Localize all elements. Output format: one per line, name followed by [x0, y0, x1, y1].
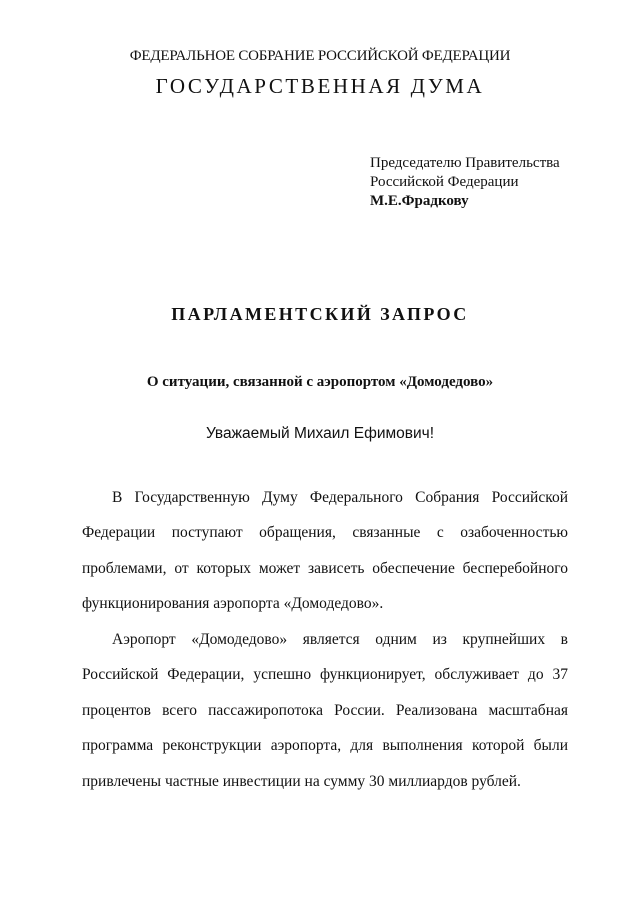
header-chamber: ГОСУДАРСТВЕННАЯ ДУМА [155, 74, 485, 98]
document-subject: О ситуации, связанной с аэропортом «Домодедово» [146, 374, 494, 390]
salutation: Уважаемый Михаил Ефимович! [205, 425, 435, 442]
document-title: ПАРЛАМЕНТСКИЙ ЗАПРОС [171, 304, 469, 324]
addressee-line-1: Председателю Правительства [370, 155, 560, 171]
addressee-line-2: Российской Федерации [370, 174, 519, 190]
header-organization: ФЕДЕРАЛЬНОЕ СОБРАНИЕ РОССИЙСКОЙ ФЕДЕРАЦИИ [129, 48, 511, 64]
body-paragraph-1: В Государственную Думу Федерального Собрания Российской Федерации поступают обращения, связанные с озабоченностью проблемами, от которых может зависеть обеспечение бесперебойного функционирования аэропорта «Домодедово». [82, 488, 568, 613]
body-paragraph-2: Аэропорт «Домодедово» является одним из крупнейших в Российской Федерации, успешно функционирует, обслуживает до 37 процентов всего пассажиропотока России. Реализована масштабная программа реконструкции аэропорта, для выполнения которой были привлечены частные инвестиции на сумму 30 миллиардов рублей. [82, 630, 568, 790]
addressee-name: М.Е.Фрадкову [370, 193, 469, 209]
addressee-block [370, 154, 630, 211]
